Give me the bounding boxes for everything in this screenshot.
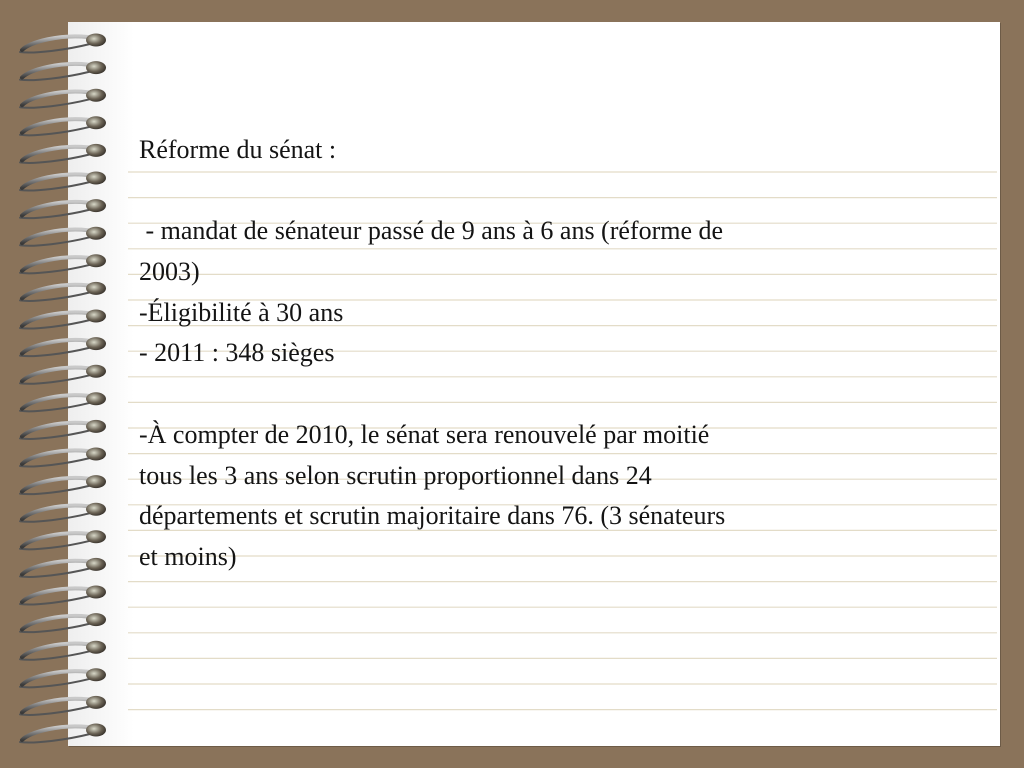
- spiral-ring: [20, 34, 106, 53]
- slide-title: Réforme du sénat :: [139, 135, 337, 164]
- spiral-ring: [20, 641, 106, 660]
- spiral-ring: [20, 503, 106, 522]
- spiral-ring: [20, 668, 106, 687]
- spiral-ring: [20, 475, 106, 494]
- text-line-mandat-cont: 2003): [139, 257, 200, 287]
- text-line-sieges: - 2011 : 348 sièges: [139, 338, 335, 368]
- spiral-ring: [20, 61, 106, 80]
- spiral-ring: [20, 448, 106, 467]
- slide-content: [139, 130, 929, 578]
- text-line-renouvellement-cont-1: tous les 3 ans selon scrutin proportionnel dans 24: [139, 460, 652, 490]
- text-line-renouvellement: -À compter de 2010, le sénat sera renouvelé par moitié: [139, 419, 710, 449]
- spiral-ring: [20, 254, 106, 273]
- spiral-ring: [20, 420, 106, 439]
- spiral-ring: [20, 310, 106, 329]
- text-line-renouvellement-cont-2: départements et scrutin majoritaire dans 76. (3 sénateurs: [139, 501, 726, 531]
- text-line-eligibilite: -Éligibilité à 30 ans: [139, 297, 344, 327]
- text-line-renouvellement-cont-3: et moins): [139, 541, 237, 571]
- spiral-ring: [20, 282, 106, 301]
- spiral-ring: [20, 227, 106, 246]
- spiral-ring: [20, 696, 106, 715]
- spiral-ring: [20, 392, 106, 411]
- spiral-ring: [20, 530, 106, 549]
- spiral-binding: [0, 0, 120, 768]
- spiral-ring: [20, 724, 106, 743]
- spiral-ring: [20, 365, 106, 384]
- spiral-ring: [20, 89, 106, 108]
- spiral-ring: [20, 199, 106, 218]
- blank-line: [139, 374, 929, 415]
- spiral-ring: [20, 586, 106, 605]
- spiral-ring: [20, 144, 106, 163]
- spiral-ring: [20, 613, 106, 632]
- spiral-ring: [20, 172, 106, 191]
- blank-line: [139, 171, 929, 212]
- spiral-ring: [20, 558, 106, 577]
- spiral-ring: [20, 116, 106, 135]
- text-line-mandat: - mandat de sénateur passé de 9 ans à 6 ans (réforme de: [139, 216, 724, 246]
- spiral-ring: [20, 337, 106, 356]
